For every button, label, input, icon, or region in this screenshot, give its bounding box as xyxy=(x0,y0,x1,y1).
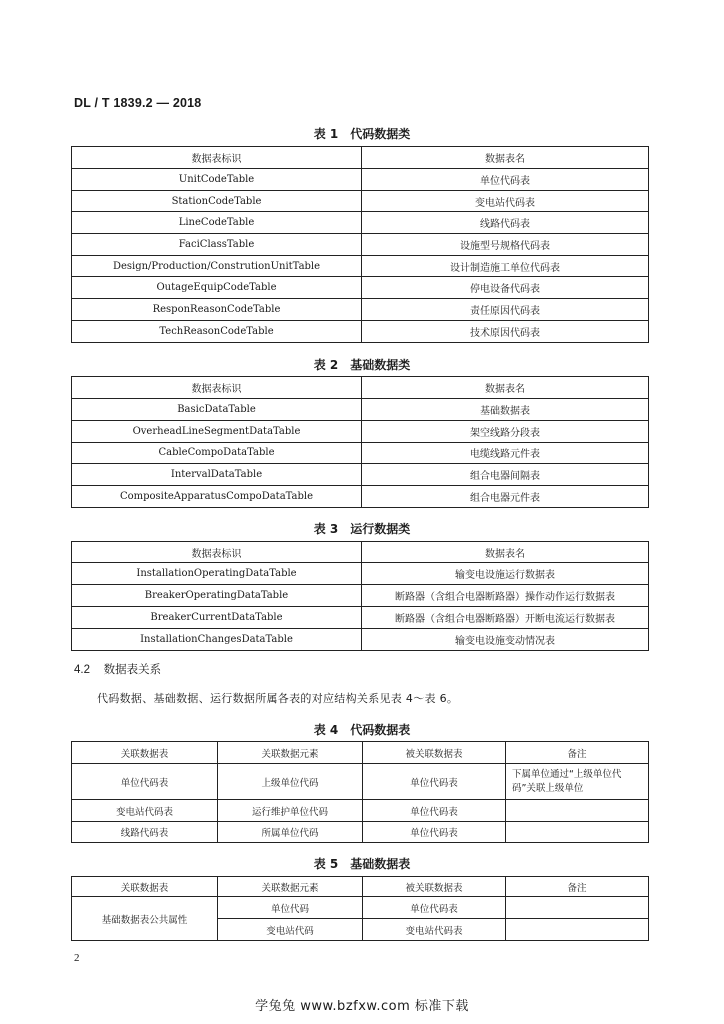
table-cell: 变电站代码 xyxy=(218,919,363,941)
table-id-cell: CableCompoDataTable xyxy=(72,442,362,464)
table-row xyxy=(72,255,649,277)
table-row xyxy=(72,299,649,321)
header-cell: 备注 xyxy=(506,742,649,764)
table-id-cell: TechReasonCodeTable xyxy=(72,320,362,342)
header-cell: 数据表标识 xyxy=(72,147,362,169)
table-name-cell: 架空线路分段表 xyxy=(362,420,649,442)
table-row xyxy=(72,212,649,234)
header-cell: 关联数据表 xyxy=(72,742,218,764)
header-cell: 数据表名 xyxy=(362,377,649,399)
table-id-cell: FaciClassTable xyxy=(72,234,362,256)
table-cell: 单位代码表 xyxy=(363,800,506,822)
table-id-cell: InstallationChangesDataTable xyxy=(72,629,362,651)
table-id-cell: BreakerCurrentDataTable xyxy=(72,607,362,629)
header-row xyxy=(72,742,649,764)
table-cell: 变电站代码表 xyxy=(363,919,506,941)
table-id-cell: UnitCodeTable xyxy=(72,169,362,191)
table-row xyxy=(72,234,649,256)
table4-caption: 表 4 代码数据表 xyxy=(313,723,411,737)
table-id-cell: Design/Production/ConstrutionUnitTable xyxy=(72,255,362,277)
header-row xyxy=(72,542,649,563)
section-number: 4.2 xyxy=(74,664,90,676)
table-cell: 单位代码表 xyxy=(363,764,506,800)
table-name-cell: 变电站代码表 xyxy=(362,190,649,212)
header-cell: 备注 xyxy=(506,877,649,897)
table-row xyxy=(72,629,649,651)
table-name-cell: 停电设备代码表 xyxy=(362,277,649,299)
table-cell: 单位代码表 xyxy=(72,764,218,800)
table-id-cell: ResponReasonCodeTable xyxy=(72,299,362,321)
section-paragraph: 代码数据、基础数据、运行数据所属各表的对应结构关系见表 4～表 6。 xyxy=(97,692,459,705)
table-name-cell: 输变电设施运行数据表 xyxy=(362,563,649,585)
standard-code: DL / T 1839.2 — 2018 xyxy=(74,96,202,110)
table-name-cell: 设施型号规格代码表 xyxy=(362,234,649,256)
table-name-cell: 组合电器间隔表 xyxy=(362,464,649,486)
header-row xyxy=(72,147,649,169)
table3 xyxy=(71,541,649,651)
table-name-cell: 设计制造施工单位代码表 xyxy=(362,255,649,277)
table-name-cell: 单位代码表 xyxy=(362,169,649,191)
header-cell: 数据表名 xyxy=(362,147,649,169)
table-id-cell: BreakerOperatingDataTable xyxy=(72,585,362,607)
table-name-cell: 责任原因代码表 xyxy=(362,299,649,321)
table-row xyxy=(72,399,649,421)
table-name-cell: 输变电设施变动情况表 xyxy=(362,629,649,651)
table-cell: 单位代码 xyxy=(218,897,363,919)
table-cell: 所属单位代码 xyxy=(218,822,363,843)
table-row xyxy=(72,563,649,585)
table5-caption: 表 5 基础数据表 xyxy=(313,857,411,871)
header-cell: 被关联数据表 xyxy=(363,742,506,764)
table-row xyxy=(72,607,649,629)
table-id-cell: StationCodeTable xyxy=(72,190,362,212)
table-row xyxy=(72,169,649,191)
table-cell: 上级单位代码 xyxy=(218,764,363,800)
table-name-cell: 组合电器元件表 xyxy=(362,486,649,508)
header-row xyxy=(72,877,649,897)
table-cell: 变电站代码表 xyxy=(72,800,218,822)
table-id-cell: LineCodeTable xyxy=(72,212,362,234)
table-id-cell: InstallationOperatingDataTable xyxy=(72,563,362,585)
table3-caption: 表 3 运行数据类 xyxy=(313,522,411,536)
note-cell xyxy=(506,822,649,843)
table-row xyxy=(72,764,649,800)
table-name-cell: 断路器（含组合电器断路器）开断电流运行数据表 xyxy=(362,607,649,629)
table-row xyxy=(72,320,649,342)
table-cell: 单位代码表 xyxy=(363,897,506,919)
table-cell: 单位代码表 xyxy=(363,822,506,843)
table-cell xyxy=(506,897,649,919)
header-cell: 数据表标识 xyxy=(72,542,362,563)
table-cell: 线路代码表 xyxy=(72,822,218,843)
table-id-cell: OverheadLineSegmentDataTable xyxy=(72,420,362,442)
table-row xyxy=(72,486,649,508)
table-name-cell: 线路代码表 xyxy=(362,212,649,234)
table-row xyxy=(72,800,649,822)
table2-caption: 表 2 基础数据类 xyxy=(313,358,411,372)
table-row xyxy=(72,464,649,486)
table-row xyxy=(72,585,649,607)
table4-body xyxy=(72,742,649,843)
table-row xyxy=(72,822,649,843)
table-name-cell: 断路器（含组合电器断路器）操作动作运行数据表 xyxy=(362,585,649,607)
table-row xyxy=(72,897,649,919)
table3-body xyxy=(72,542,649,651)
table-row xyxy=(72,190,649,212)
table-cell xyxy=(506,919,649,941)
table-row xyxy=(72,277,649,299)
table1-caption: 表 1 代码数据类 xyxy=(313,127,411,141)
table-id-cell: BasicDataTable xyxy=(72,399,362,421)
table-cell: 运行维护单位代码 xyxy=(218,800,363,822)
table-name-cell: 基础数据表 xyxy=(362,399,649,421)
section-heading xyxy=(74,661,161,677)
header-row xyxy=(72,377,649,399)
note-cell xyxy=(506,800,649,822)
section-title: 数据表关系 xyxy=(103,662,162,676)
table1-body xyxy=(72,147,649,343)
table-name-cell: 电缆线路元件表 xyxy=(362,442,649,464)
table2 xyxy=(71,376,649,508)
header-cell: 被关联数据表 xyxy=(363,877,506,897)
page-number: 2 xyxy=(74,952,80,964)
table-id-cell: IntervalDataTable xyxy=(72,464,362,486)
table4 xyxy=(71,741,649,843)
header-cell: 关联数据元素 xyxy=(218,742,363,764)
table1 xyxy=(71,146,649,343)
group-label-cell: 基础数据表公共属性 xyxy=(72,897,218,941)
header-cell: 关联数据元素 xyxy=(218,877,363,897)
table2-body xyxy=(72,377,649,508)
table5 xyxy=(71,876,649,941)
table-row xyxy=(72,420,649,442)
table-id-cell: CompositeApparatusCompoDataTable xyxy=(72,486,362,508)
watermark: 学兔兔 www.bzfxw.com 标准下载 xyxy=(255,999,469,1014)
table-name-cell: 技术原因代码表 xyxy=(362,320,649,342)
table-id-cell: OutageEquipCodeTable xyxy=(72,277,362,299)
header-cell: 数据表名 xyxy=(362,542,649,563)
note-cell: 下属单位通过“上级单位代码”关联上级单位 xyxy=(506,764,649,800)
table5-body xyxy=(72,877,649,941)
header-cell: 关联数据表 xyxy=(72,877,218,897)
table-row xyxy=(72,442,649,464)
header-cell: 数据表标识 xyxy=(72,377,362,399)
